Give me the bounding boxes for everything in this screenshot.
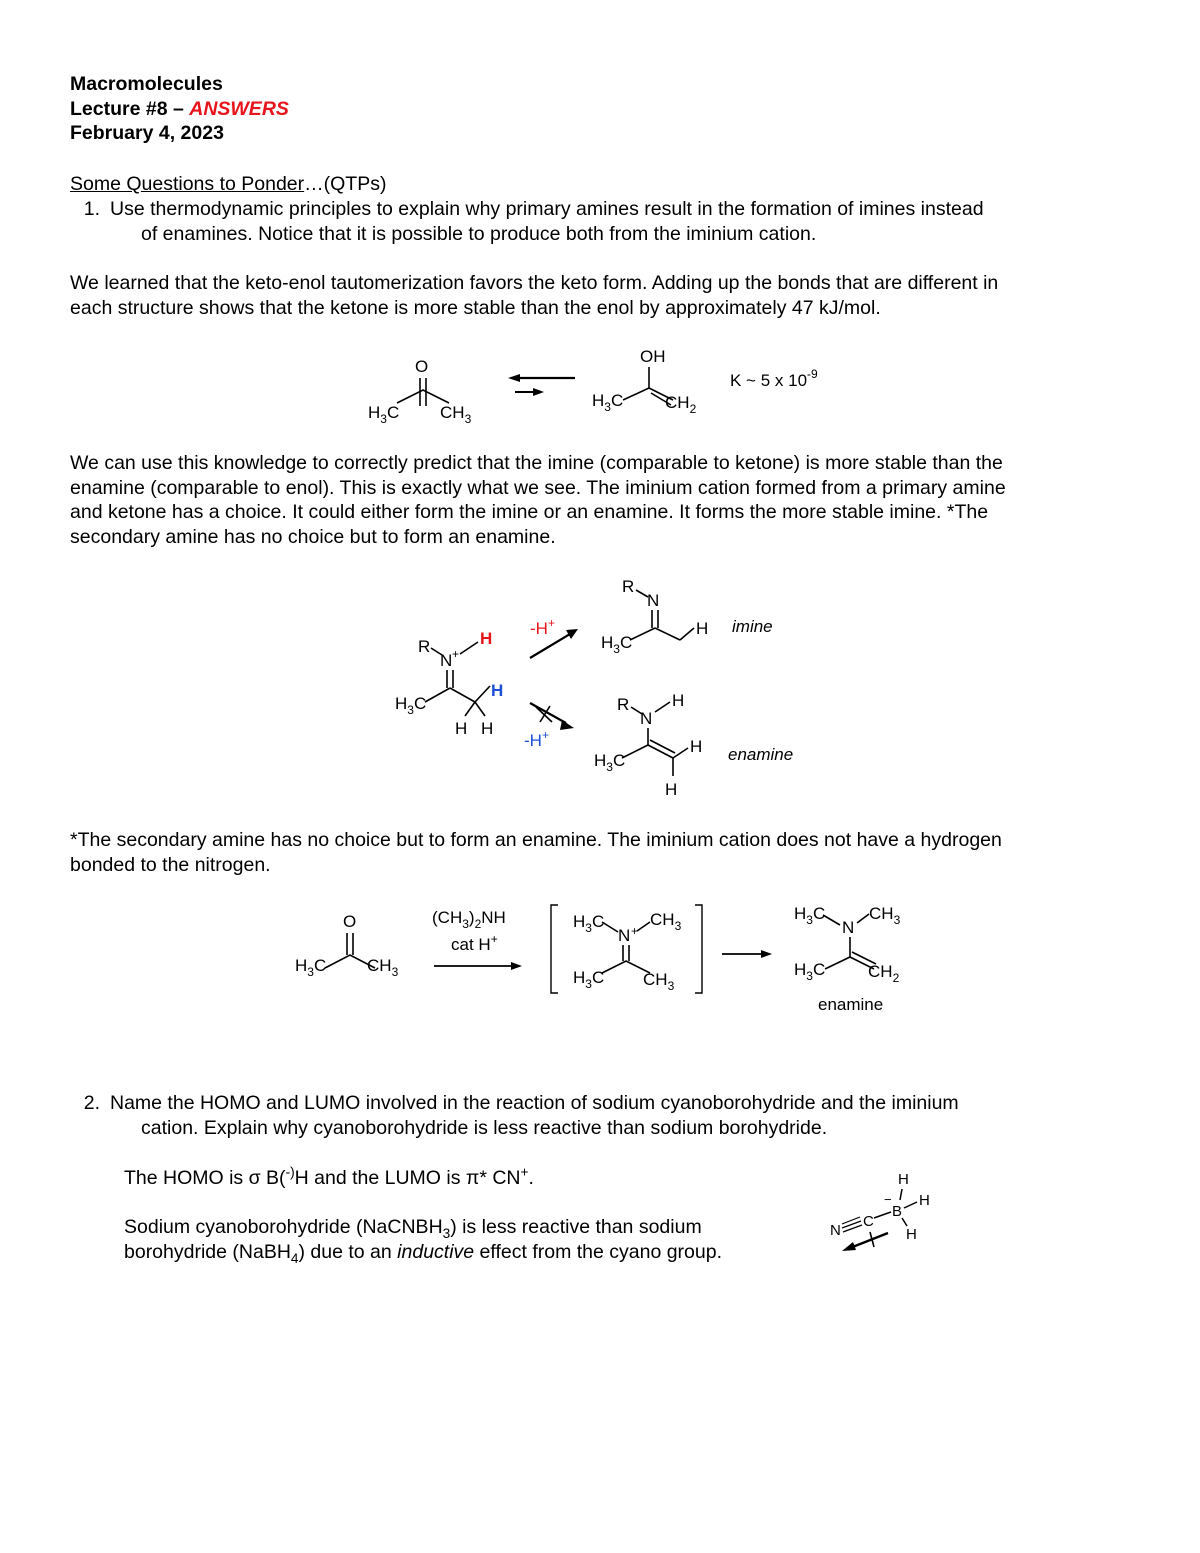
equilibrium-arrows: [508, 374, 575, 396]
svg-text:C: C: [863, 1213, 874, 1230]
paragraph-line: We can use this knowledge to correctly predict that the imine (comparable to ketone) is more stable than the: [70, 452, 1003, 474]
homo-sup: -): [285, 1164, 295, 1180]
enamine-structure: [594, 691, 793, 799]
svg-text:CH2: $CH_2$: [868, 962, 900, 985]
enamine-label: enamine: [728, 745, 794, 764]
acidic-h-blue: H: [491, 681, 504, 700]
svg-text:R: R: [622, 577, 635, 596]
qtp-heading-tail: …(QTPs): [304, 173, 387, 195]
svg-text:H3C: $H_3C$: [573, 968, 605, 991]
svg-text:CH3: $CH_3$: [869, 904, 901, 927]
svg-text:N: N: [440, 651, 453, 670]
keto-enol-paragraph: [70, 271, 1130, 320]
question-2-line-2: cation. Explain why cyanoborohydride is less reactive than sodium borohydride.: [141, 1116, 828, 1139]
question-2-line-1: Name the HOMO and LUMO involved in the reaction of sodium cyanoborohydride and the iminium: [110, 1092, 959, 1114]
reactivity-answer: [124, 1215, 824, 1264]
svg-text:H3C: $H_3C$: [794, 904, 826, 927]
arrow-to-imine: [530, 616, 578, 658]
oxygen-label: O: [415, 357, 429, 376]
imine-structure: [601, 577, 773, 656]
paragraph-line: enamine (comparable to enol). This is exactly what we see. The iminium cation formed from a primary amine: [70, 476, 1006, 499]
iminium-cation: [395, 629, 503, 738]
secondary-amine-paragraph: [70, 828, 1130, 877]
paragraph-line: secondary amine has no choice but to form an enamine.: [70, 525, 556, 548]
enamine-product: [794, 904, 901, 1014]
lecture-line: [70, 97, 289, 122]
iminium-scheme: [0, 570, 1200, 810]
svg-text:+: +: [631, 924, 639, 938]
paragraph-line: bonded to the nitrogen.: [70, 853, 271, 876]
question-1: [70, 197, 1130, 246]
svg-text:H: H: [696, 619, 709, 638]
imine-label: imine: [732, 617, 773, 636]
svg-text:H: H: [906, 1226, 917, 1243]
reagent-arrow: [432, 908, 522, 970]
svg-text:CH3: $CH_3$: [643, 970, 675, 993]
svg-text:H: H: [898, 1171, 909, 1188]
homo-sup2: +: [520, 1164, 529, 1180]
qtp-heading-text: Some Questions to Ponder: [70, 173, 305, 195]
product-arrow: [722, 950, 772, 958]
arrow-to-enamine: [524, 703, 574, 750]
svg-text:N: N: [618, 926, 631, 945]
svg-text:cat H+: cat H+: [451, 932, 498, 954]
acidic-h-red: H: [480, 629, 493, 648]
svg-text:-H+: -H+: [524, 728, 549, 750]
lecture-label: Lecture #8 –: [70, 98, 190, 120]
homo-text-b: H and the LUMO is π* CN: [294, 1167, 521, 1189]
svg-text:H3C: $H_3C$: [594, 751, 626, 774]
cyanoborohydride-structure: [820, 1160, 950, 1260]
svg-text:CH2: $CH_2$: [665, 393, 697, 416]
svg-text:N: N: [647, 591, 660, 610]
qtp-heading: [70, 172, 1130, 197]
homo-text-c: .: [528, 1167, 534, 1189]
svg-text:R: R: [418, 637, 431, 656]
svg-text:CH3: $CH_3$: [650, 910, 682, 933]
homo-lumo-answer: [124, 1166, 804, 1191]
imine-enamine-paragraph: [70, 451, 1130, 549]
svg-text:H3C: $H_3C$: [592, 391, 624, 414]
question-1-line-2: of enamines. Notice that it is possible to produce both from the iminium cation.: [141, 222, 817, 245]
question-2: [70, 1091, 1130, 1140]
svg-text:N: N: [640, 709, 653, 728]
svg-text:H3C: $H_3C$: [573, 912, 605, 935]
enamine-product-label: enamine: [818, 995, 884, 1014]
acetone-structure-2: [295, 912, 399, 979]
question-2-number: 2.: [83, 1092, 100, 1114]
svg-text:H: H: [481, 719, 494, 738]
iminium-intermediate: [573, 910, 682, 993]
keto-enol-scheme: [0, 330, 1200, 440]
svg-text:H: H: [672, 691, 685, 710]
oh-label: OH: [640, 347, 666, 366]
svg-text:CH3: $CH_3$: [367, 956, 399, 979]
paragraph-line: We learned that the keto-enol tautomerization favors the keto form. Adding up the bonds that are different in: [70, 272, 999, 294]
svg-text:B: B: [892, 1203, 903, 1220]
svg-text:H3C: $H_3C$: [601, 633, 633, 656]
svg-text:H3C: $H_3C$: [368, 403, 400, 426]
question-1-number: 1.: [83, 198, 100, 220]
acetone-structure: [368, 357, 472, 426]
svg-text:N: N: [830, 1222, 841, 1239]
svg-text:-H+: -H+: [530, 616, 555, 638]
svg-text:H3C: $H_3C$: [395, 694, 427, 717]
svg-text:N: N: [842, 918, 855, 937]
question-1-line-1: Use thermodynamic principles to explain why primary amines result in the formation of imines instead: [110, 198, 984, 220]
enol-structure: [592, 347, 697, 416]
svg-text:O: O: [343, 912, 357, 931]
paragraph-line: each structure shows that the ketone is more stable than the enol by approximately 47 kJ/mol.: [70, 296, 881, 319]
svg-text:CH3: $CH_3$: [440, 403, 472, 426]
svg-text:R: R: [617, 695, 630, 714]
svg-text:H3C: $H_3C$: [295, 956, 327, 979]
svg-text:H: H: [455, 719, 468, 738]
svg-text:H: H: [919, 1192, 930, 1209]
svg-text:H: H: [665, 780, 678, 799]
svg-text:−: −: [884, 1192, 892, 1207]
answers-label: ANSWERS: [189, 98, 289, 120]
secondary-amine-scheme: [0, 895, 1200, 1025]
svg-text:H: H: [690, 737, 703, 756]
reactivity-line-2: borohydride (NaBH$_4$) due to an inductive effect from the cyano group.: [124, 1240, 723, 1266]
reactivity-line-1: Sodium cyanoborohydride (NaCNBH$_3$) is less reactive than sodium: [124, 1216, 702, 1241]
homo-text-a: The HOMO is σ B(: [124, 1167, 286, 1189]
right-bracket: [695, 905, 702, 993]
paragraph-line: *The secondary amine has no choice but to form an enamine. The iminium cation does not have a hydrogen: [70, 829, 1002, 851]
svg-text:(CH3)2NH: $(CH_3)_2NH$: [432, 908, 506, 931]
svg-text:+: +: [452, 647, 460, 661]
course-title: Macromolecules: [70, 73, 223, 95]
equilibrium-constant: K ~ 5 x $10^{-9}$: [730, 367, 818, 390]
svg-text:H3C: $H_3C$: [794, 960, 826, 983]
left-bracket: [551, 905, 558, 993]
paragraph-line: and ketone has a choice. It could either form the imine or an enamine. It forms the more stable imine. *The: [70, 501, 989, 523]
lecture-date: February 4, 2023: [70, 122, 224, 144]
